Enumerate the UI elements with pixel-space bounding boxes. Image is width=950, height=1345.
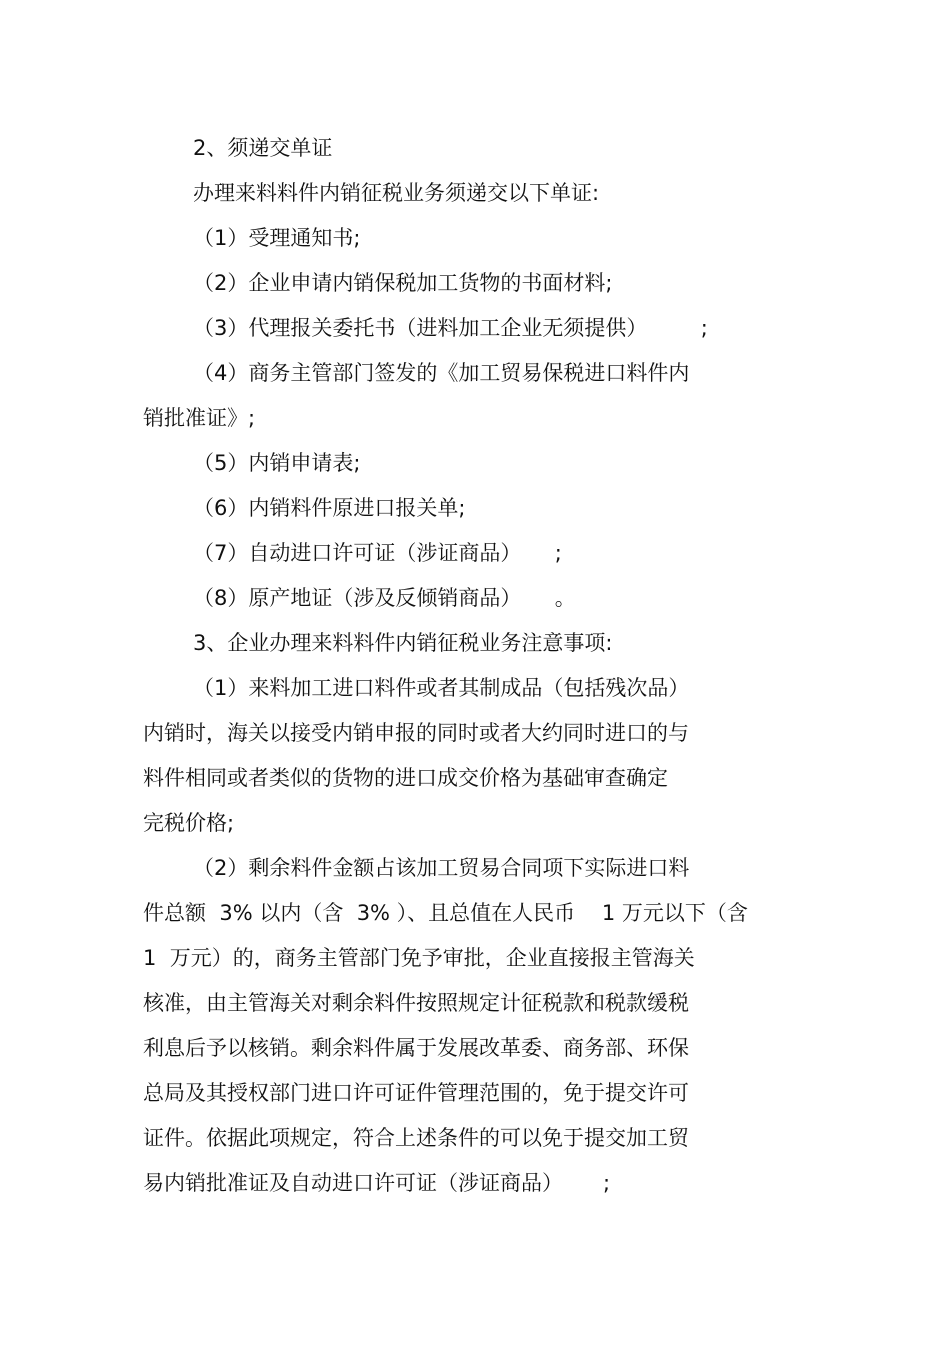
- paragraph-line: （2）剩余料件金额占该加工贸易合同项下实际进口料: [193, 856, 690, 880]
- paragraph-line: 内销时，海关以接受内销申报的同时或者大约同时进口的与: [143, 721, 689, 745]
- paragraph-line: 完税价格;: [143, 811, 235, 835]
- paragraph-line: 1 万元）的，商务主管部门免予审批，企业直接报主管海关: [143, 946, 695, 970]
- paragraph-line: （1）来料加工进口料件或者其制成品（包括残次品）: [193, 676, 690, 700]
- list-item: （8）原产地证（涉及反倾销商品） 。: [193, 586, 576, 610]
- paragraph-line: 料件相同或者类似的货物的进口成交价格为基础审查确定: [143, 766, 668, 790]
- list-item: （2）企业申请内销保税加工货物的书面材料;: [193, 271, 613, 295]
- paragraph-line: 核准，由主管海关对剩余料件按照规定计征税款和税款缓税: [143, 991, 689, 1015]
- list-item: （4）商务主管部门签发的《加工贸易保税进口料件内: [193, 361, 690, 385]
- paragraph-line: 利息后予以核销。剩余料件属于发展改革委、商务部、环保: [143, 1036, 689, 1060]
- paragraph-line: 证件。依据此项规定，符合上述条件的可以免于提交加工贸: [143, 1126, 689, 1150]
- list-item-continuation: 销批准证》;: [143, 406, 256, 430]
- paragraph-line: 总局及其授权部门进口许可证件管理范围的，免于提交许可: [143, 1081, 689, 1105]
- list-item: （1）受理通知书;: [193, 226, 361, 250]
- section-2-heading: 2、须递交单证: [193, 136, 333, 160]
- paragraph-line: 件总额 3% 以内（含 3% ）、且总值在人民币 1 万元以下（含: [143, 901, 748, 925]
- section-3-heading: 3、企业办理来料料件内销征税业务注意事项:: [193, 631, 613, 655]
- list-item: （3）代理报关委托书（进料加工企业无须提供） ;: [193, 316, 708, 340]
- list-item: （6）内销料件原进口报关单;: [193, 496, 466, 520]
- section-2-intro: 办理来料料件内销征税业务须递交以下单证:: [193, 181, 600, 205]
- list-item: （5）内销申请表;: [193, 451, 361, 475]
- list-item: （7）自动进口许可证（涉证商品） ;: [193, 541, 562, 565]
- paragraph-line: 易内销批准证及自动进口许可证（涉证商品） ;: [143, 1171, 611, 1195]
